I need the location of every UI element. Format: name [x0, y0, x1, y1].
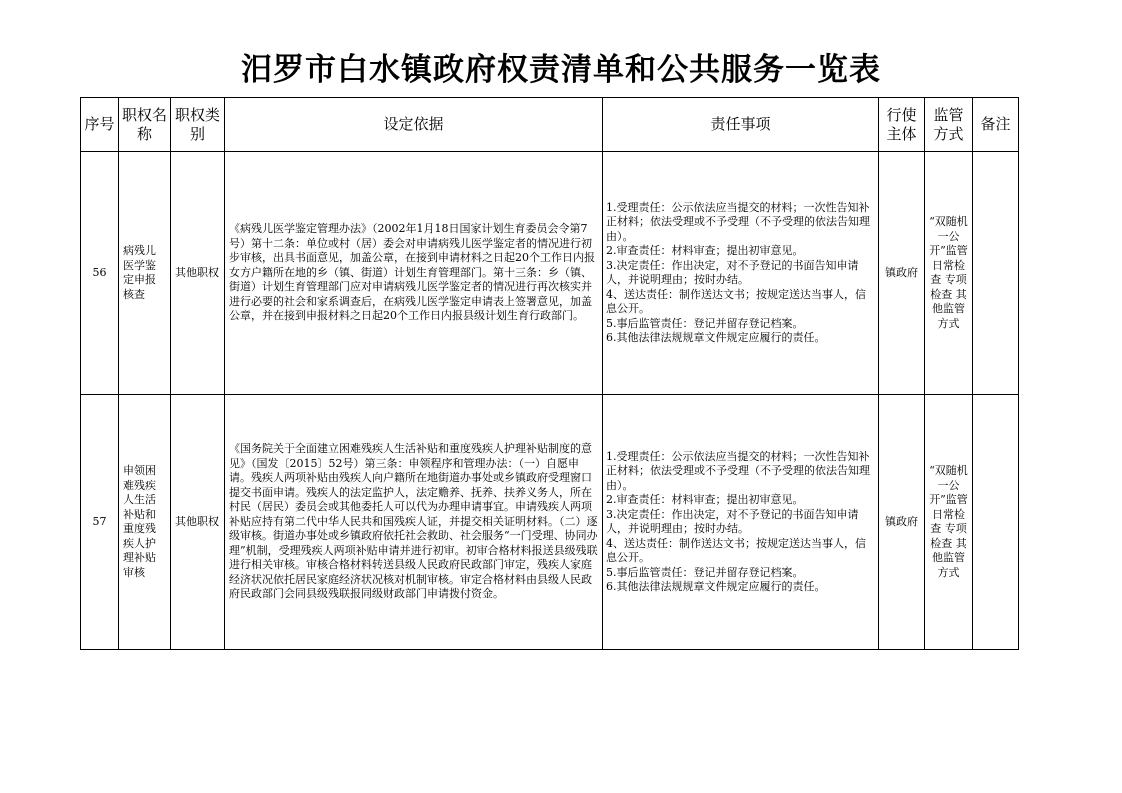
header-category: 职权类别 [171, 98, 225, 152]
responsibility-item: 3.决定责任：作出决定，对不予登记的书面告知申请人，并说明理由；按时办结。 [606, 258, 859, 286]
row-seq: 57 [81, 395, 119, 650]
header-name: 职权名称 [119, 98, 171, 152]
responsibility-item: 1.受理责任：公示依法应当提交的材料；一次性告知补正材料；依法受理或不予受理（不予受理的依法告知理由）。 [606, 449, 870, 492]
responsibility-item: 4、送达责任：制作送达文书；按规定送达当事人，信息公开。 [606, 287, 866, 315]
responsibility-item: 4、送达责任：制作送达文书；按规定送达当事人，信息公开。 [606, 536, 866, 564]
authority-table [80, 97, 1019, 650]
header-seq: 序号 [81, 98, 119, 152]
header-supervision: 监管方式 [925, 98, 973, 152]
header-responsibility: 责任事项 [603, 98, 879, 152]
table-row [81, 395, 1019, 650]
responsibility-item: 5.事后监管责任：登记并留存登记档案。 [606, 316, 804, 330]
row-supervision: “双随机一公开”监管 日常检查 专项检查 其他监管方式 [925, 395, 973, 650]
responsibility-item: 1.受理责任：公示依法应当提交的材料；一次性告知补正材料；依法受理或不予受理（不予受理的依法告知理由）。 [606, 200, 870, 243]
responsibility-item: 2.审查责任：材料审查；提出初审意见。 [606, 244, 804, 257]
responsibility-item: 5.事后监管责任：登记并留存登记档案。 [606, 565, 804, 579]
row-responsibility [603, 395, 879, 650]
header-row [81, 98, 1019, 152]
row-subject: 镇政府 [879, 152, 925, 395]
row-category: 其他职权 [171, 152, 225, 395]
table-row [81, 152, 1019, 395]
row-name: 申领困难残疾人生活补贴和重度残疾人护理补贴审核 [119, 395, 171, 650]
responsibility-item: 2.审查责任：材料审查；提出初审意见。 [606, 493, 804, 506]
row-remark [973, 395, 1019, 650]
row-category: 其他职权 [171, 395, 225, 650]
row-seq: 56 [81, 152, 119, 395]
responsibility-item: 6.其他法律法规规章文件规定应履行的责任。 [606, 331, 826, 344]
row-responsibility [603, 152, 879, 395]
row-basis: 《病残儿医学鉴定管理办法》（2002年1月18日国家计划生育委员会令第7号）第十二条：单位或村（居）委会对申请病残儿医学鉴定者的情况进行初步审核，出具书面意见，加盖公章，在接到申请材料之日起20个工作日内报女方户籍所在地的乡（镇、街道）计划生育管理部门。第十三条：乡（镇、街道）计划生育管理部门应对申请病残儿医学鉴定者的情况进行再次核实并进行必要的社会和家系调查后，在病残儿医学鉴定申请表上签署意见，加盖公章，并在接到申报材料之日起20个工作日内报县级计划生育行政部门。 [225, 152, 603, 395]
header-basis: 设定依据 [225, 98, 603, 152]
page-title: 汨罗市白水镇政府权责清单和公共服务一览表 [241, 52, 881, 88]
responsibility-item: 6.其他法律法规规章文件规定应履行的责任。 [606, 580, 826, 593]
row-basis: 《国务院关于全面建立困难残疾人生活补贴和重度残疾人护理补贴制度的意见》（国发〔2015〕52号）第三条：申领程序和管理办法：（一）自愿申请。残疾人两项补贴由残疾人向户籍所在地街道办事处或乡镇政府受理窗口提交书面申请。残疾人的法定监护人，法定赡养、抚养、扶养义务人，所在村民（居民）委员会或其他委托人可以代为办理申请事宜。申请残疾人两项补贴应持有第二代中华人民共和国残疾人证，并提交相关证明材料。（二）逐级审核。街道办事处或乡镇政府依托社会救助、社会服务“一门受理、协同办理”机制，受理残疾人两项补贴申请并进行初审。初审合格材料报送县级残联进行相关审核。审核合格材料转送县级人民政府民政部门审定，残疾人家庭经济状况依托居民家庭经济状况核对机制审核。审定合格材料由县级人民政府民政部门会同县级残联报同级财政部门申请拨付资金。 [225, 395, 603, 650]
header-subject: 行使主体 [879, 98, 925, 152]
header-remark: 备注 [973, 98, 1019, 152]
row-supervision: “双随机一公开”监管 日常检查 专项检查 其他监管方式 [925, 152, 973, 395]
row-name: 病残儿医学鉴定申报核查 [119, 152, 171, 395]
row-subject: 镇政府 [879, 395, 925, 650]
responsibility-item: 3.决定责任：作出决定，对不予登记的书面告知申请人，并说明理由；按时办结。 [606, 507, 859, 535]
row-remark [973, 152, 1019, 395]
